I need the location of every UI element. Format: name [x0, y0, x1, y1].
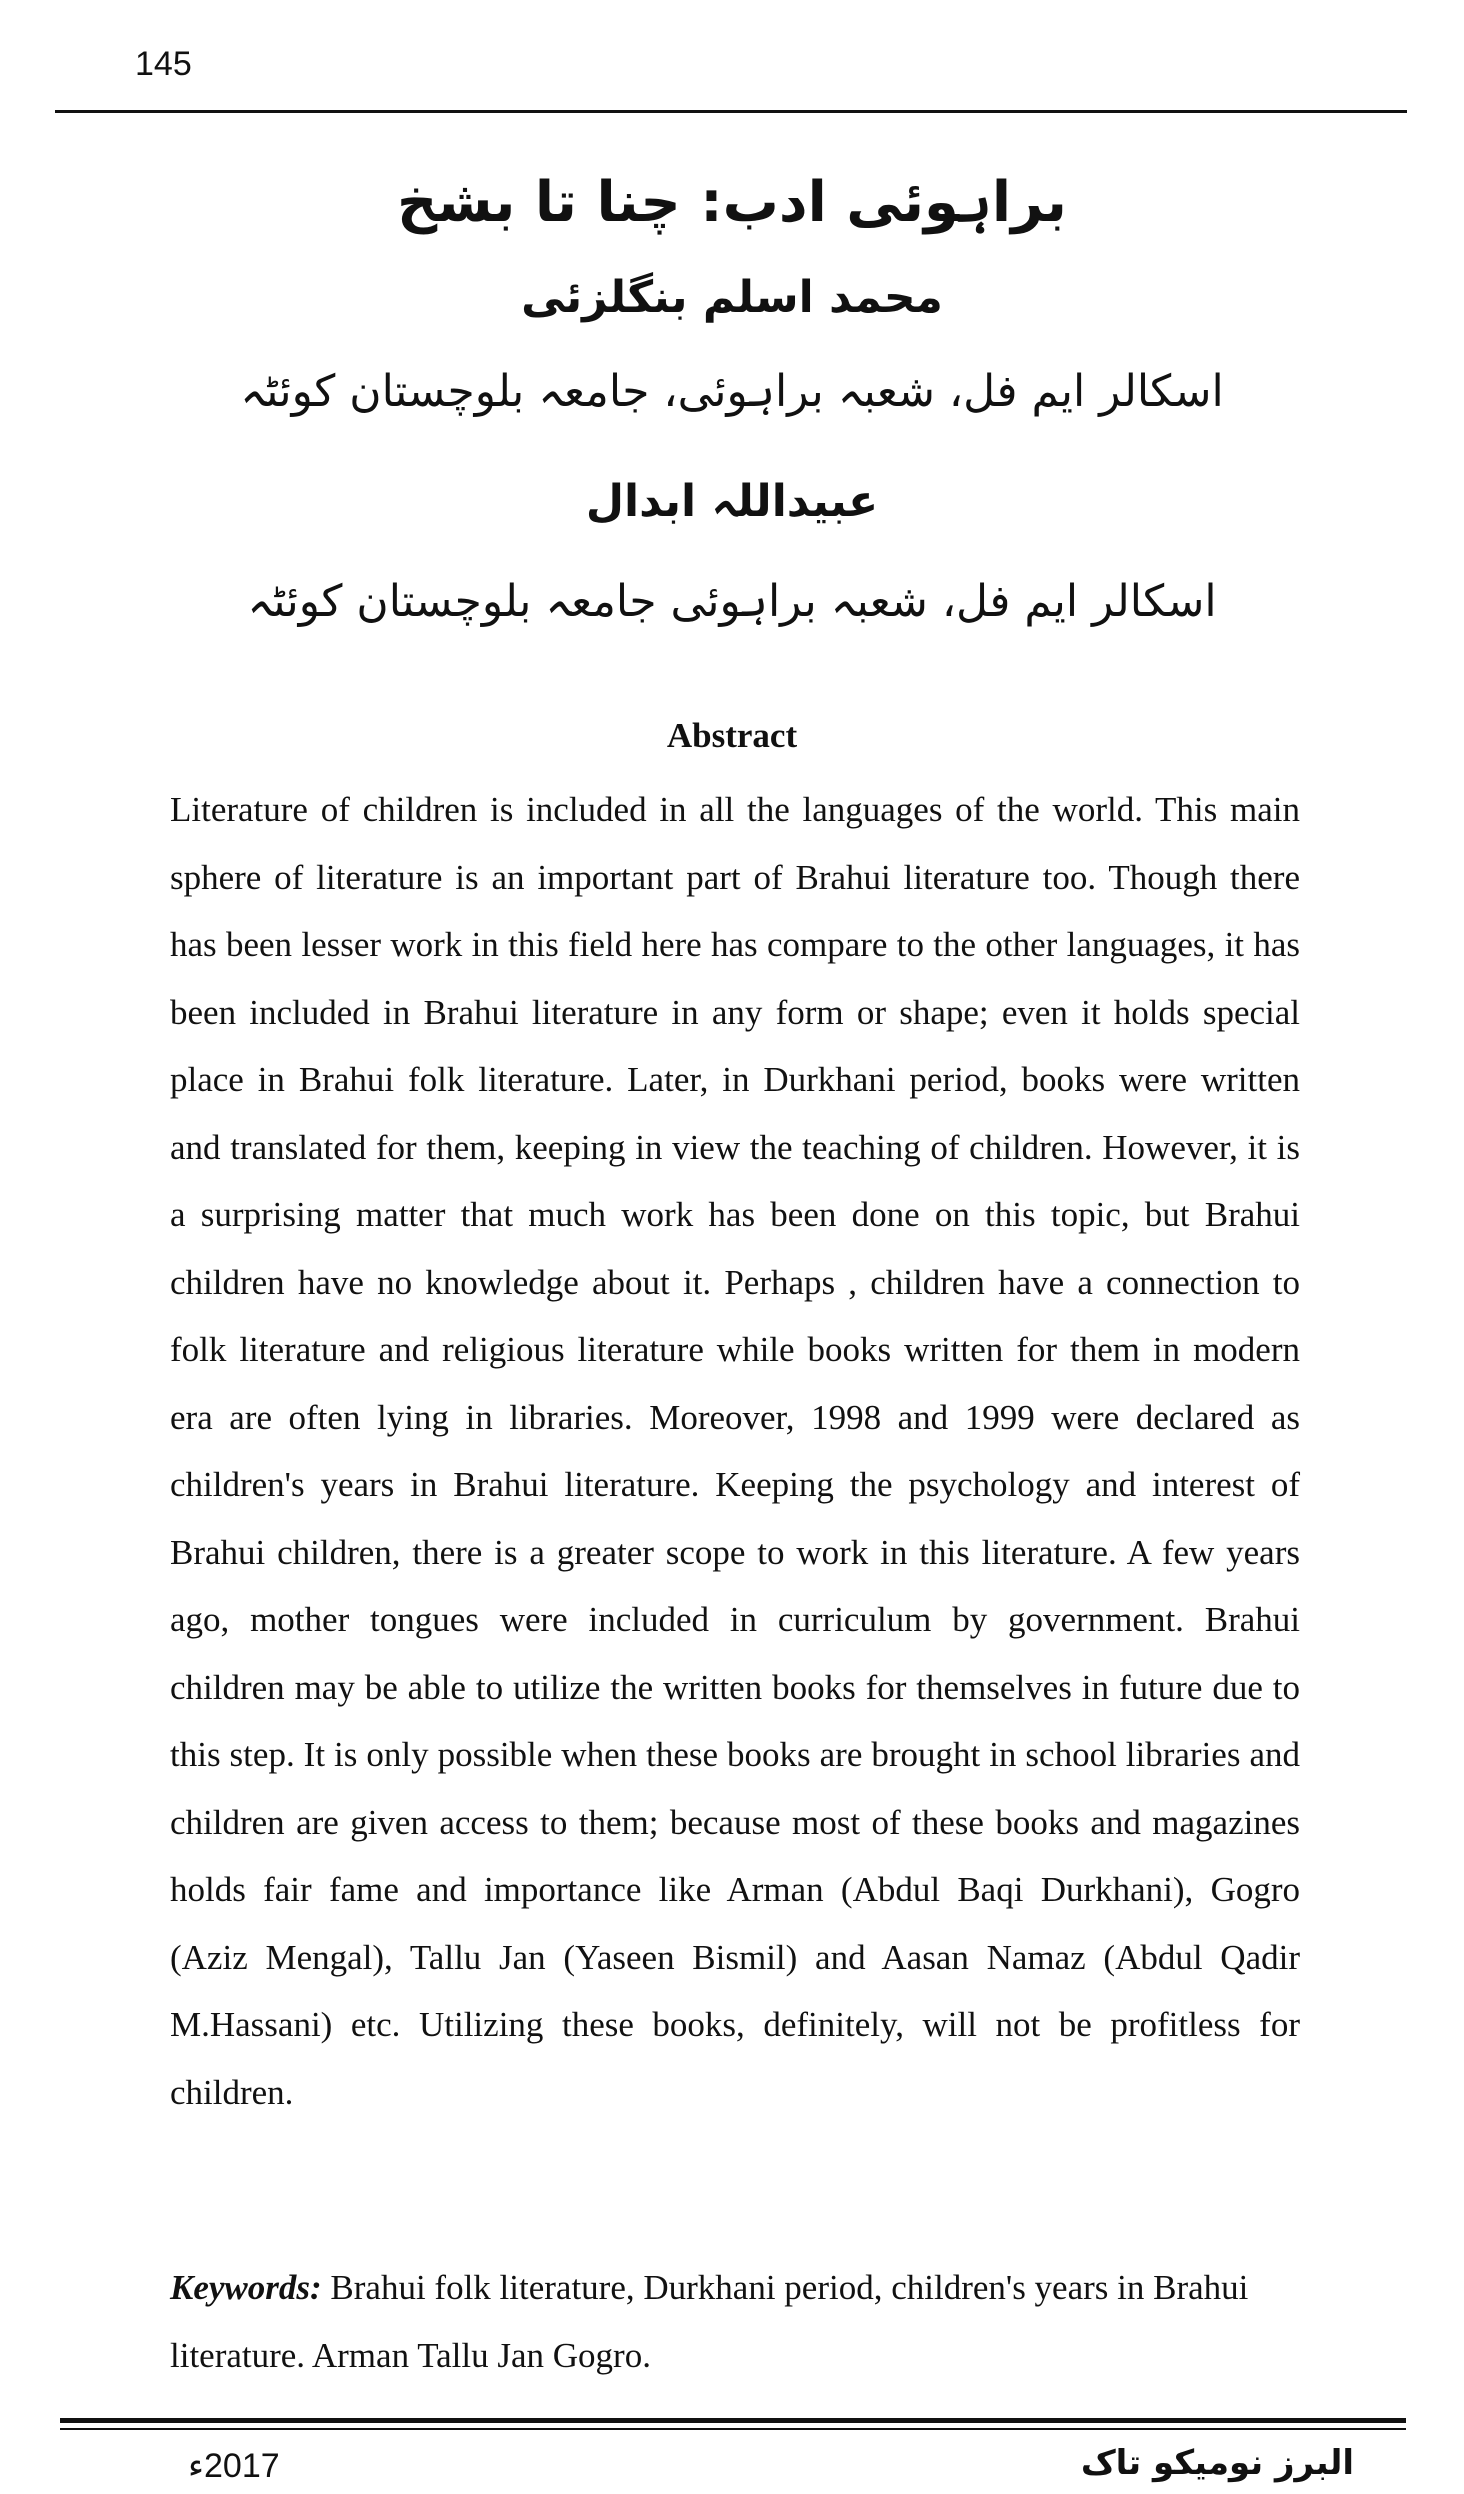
author-1-name: محمد اسلم بنگلزئی	[521, 272, 943, 323]
header-rule	[55, 110, 1407, 113]
author-2-affiliation: اسکالر ایم فل، شعبہ براہوئی جامعہ بلوچستان کوئٹہ	[247, 576, 1217, 627]
author-1-affiliation: اسکالر ایم فل، شعبہ براہوئی، جامعہ بلوچستان کوئٹہ	[240, 366, 1224, 417]
footer-year: 2017ء	[188, 2447, 280, 2485]
urdu-title: براہوئی ادب: چنا تا بشخ	[397, 170, 1067, 235]
keywords-label: Keywords:	[170, 2268, 322, 2307]
abstract-body: Literature of children is included in all the languages of the world. This main sphere of literature is an important part of Brahui literature too. Though there has been lesser work in this field here has compare to the other languages, it has been included in Brahui literature in any form or shape; even it holds special place in Brahui folk literature. Later, in Durkhani period, books were written and translated for them, keeping in view the teaching of children. However, it is a surprising matter that much work has been done on this topic, but Brahui children have no knowledge about it. Perhaps , children have a connection to folk literature and religious literature while books written for them in modern era are often lying in libraries. Moreover, 1998 and 1999 were declared as children's years in Brahui literature. Keeping the psychology and interest of Brahui children, there is a greater scope to work in this literature. A few years ago, mother tongues were included in curriculum by government. Brahui children may be able to utilize the written books for themselves in future due to this step. It is only possible when these books are brought in school libraries and children are given access to them; because most of these books and magazines holds fair fame and importance like Arman (Abdul Baqi Durkhani), Gogro (Aziz Mengal), Tallu Jan (Yaseen Bismil) and Aasan Namaz (Abdul Qadir M.Hassani) etc. Utilizing these books, definitely, will not be profitless for children.	[170, 790, 1300, 2112]
keywords-paragraph	[170, 2254, 1300, 2389]
footer-journal-name: البرز نومیکو تاک	[1080, 2443, 1354, 2483]
footer-rule-thin	[60, 2428, 1406, 2430]
page-number: 145	[135, 45, 192, 83]
keywords-text: Brahui folk literature, Durkhani period, children's years in Brahui literature. Arman Tallu Jan Gogro.	[170, 2268, 1249, 2375]
abstract-heading: Abstract	[666, 716, 798, 755]
author-2-name: عبیداللہ ابدال	[585, 476, 879, 527]
footer-rule-thick	[60, 2418, 1406, 2423]
